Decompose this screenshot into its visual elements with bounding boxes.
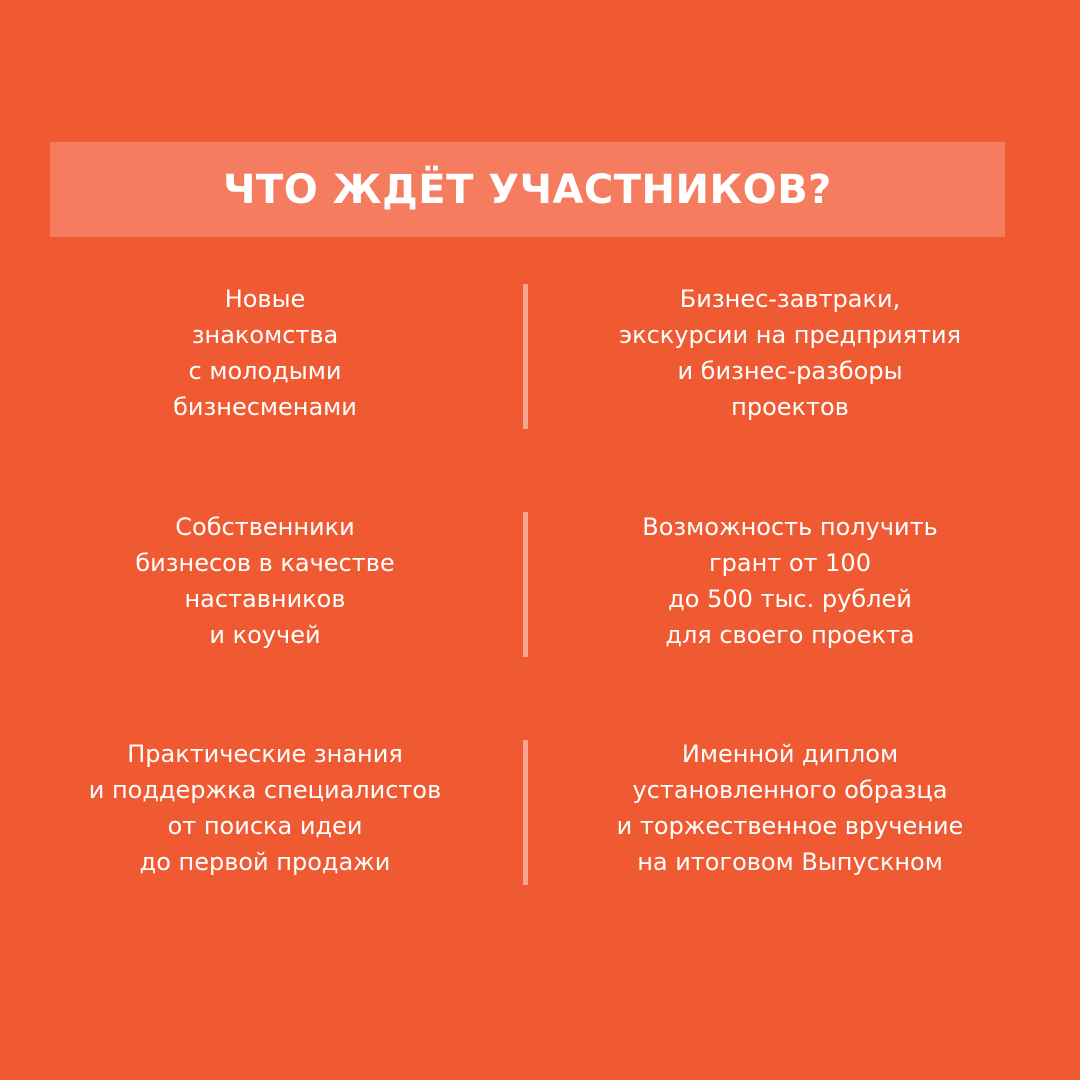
benefit-business-breakfasts: Бизнес-завтраки, экскурсии на предприятия и бизнес-разборы проектов xyxy=(618,285,962,421)
benefit-mentors: Собственники бизнесов в качестве наставников и коучей xyxy=(135,513,395,649)
divider xyxy=(523,284,528,429)
benefit-grant: Возможность получить грант от 100 до 500 тыс. рублей для своего проекта xyxy=(642,513,938,649)
benefit-practical-knowledge: Практические знания и поддержка специалистов от поиска идеи до первой продажи xyxy=(88,740,442,876)
divider xyxy=(523,740,528,885)
benefit-diploma: Именной диплом установленного образца и торжественное вручение на итоговом Выпускном xyxy=(616,740,964,876)
divider xyxy=(523,512,528,657)
title-banner xyxy=(50,142,1005,237)
benefit-new-acquaintances: Новые знакомства с молодыми бизнесменами xyxy=(173,285,357,421)
page-title: ЧТО ЖДЁТ УЧАСТНИКОВ? xyxy=(223,166,832,213)
